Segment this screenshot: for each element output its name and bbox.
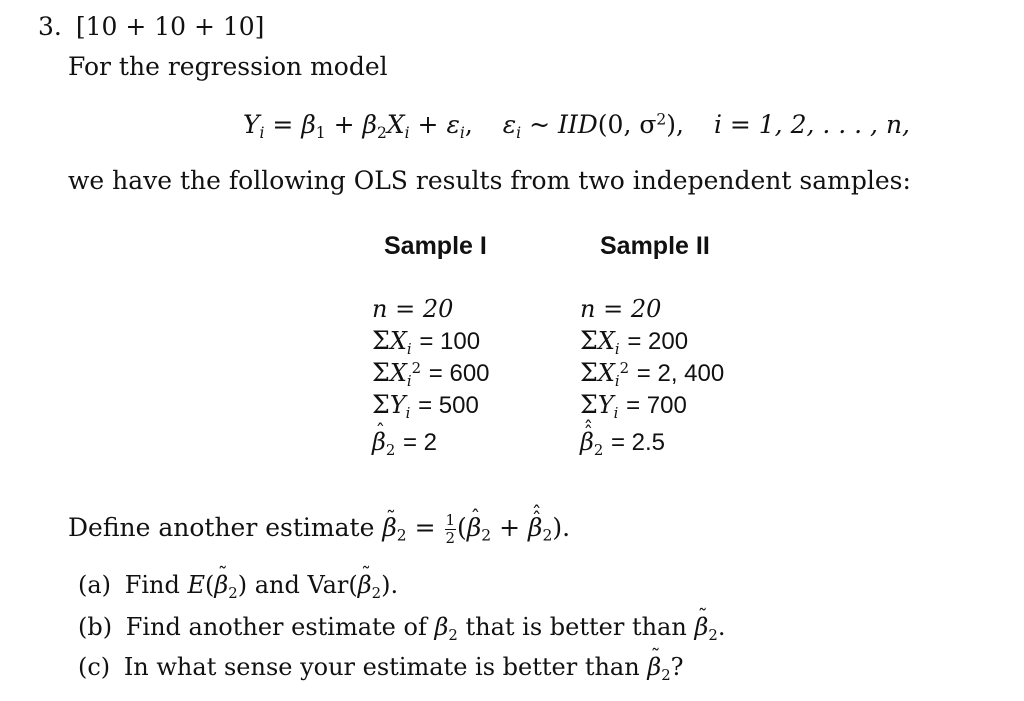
beta-tilde: ˜ β [382,513,396,543]
sample2-n [580,294,724,325]
question-b: (b) Find another estimate of $\beta_2$ that is better than ˜ $\beta_2$. [78,612,725,642]
sample1-sum-x2: $\Sigma X_i^2 = 600$ [372,358,490,390]
define-estimate: Define another estimate ˜ $\beta_2$ = $\frac{1}{2}$ (ˆ $\beta_2$ + ˆ β ˆ$_2$). [68,512,570,546]
problem-number: 3. [38,12,62,41]
eq-index-range: i = 1, 2, . . . , n, [713,110,910,139]
sample1-sum-y: $\Sigma Y_i = 500$ [372,390,479,422]
sample1-stats [372,294,490,458]
eq-iid-args: (0, σ [597,110,657,139]
question-c-mark: ? [670,653,684,681]
define-close-paren: ). [552,512,571,542]
sample2-n-value: n = 20 [580,295,662,323]
question-c-label: (c) [78,653,111,681]
sample2-beta-value: = 2.5 [610,429,666,456]
question-a-expectation: E [187,571,206,599]
sample1-n [372,294,490,325]
sample1-beta-value: = 2 [402,429,438,456]
sample1-sum-x2-value: = 600 [428,360,490,387]
question-c: (c) In what sense your estimate is better than ˜ $\beta_2$? [78,652,684,682]
sample2-sum-x2: $\Sigma X_i^2 = 2$, 400 [580,358,725,390]
define-open-paren: ( [457,512,467,542]
question-b-text-2: that is better than [465,613,687,641]
sample2-sum-y: $\Sigma Y_i = 700$ [580,390,687,422]
eq-beta2: β [362,110,377,139]
sample1-beta: ˆ $\beta_2 = 2$ [372,427,490,458]
question-b-label: (b) [78,613,113,641]
problem-header [38,12,264,42]
eq-epsilon-2: ε [502,110,517,139]
eq-epsilon: ε [446,110,460,139]
sample2-sum-x2-value: = 2, 400 [636,360,725,387]
sample1-sum-y-value: = 500 [418,392,479,419]
eq-comma: , [464,110,473,139]
define-plus: + [491,512,528,542]
sample2-sum-x-value: = 200 [627,328,689,355]
fraction-numerator: 1 [445,511,456,529]
question-b-text: Find another estimate of [125,613,427,641]
sample2-sum-x: $\Sigma X_i = 200$ [580,326,689,358]
sample1-n-value: n = 20 [372,295,454,323]
eq-plus-2: + [409,110,447,139]
define-equals: = [406,512,444,542]
eq-iid-close: ), [666,110,684,139]
fraction-denominator: 2 [445,528,456,547]
eq-x: X [386,110,405,139]
eq-equals: = [264,110,302,139]
sample1-sum-x-value: = 100 [419,328,481,355]
eq-plus: + [325,110,363,139]
problem-points: [10 + 10 + 10] [75,12,265,41]
lead-text: we have the following OLS results from two independent samples: [68,166,911,195]
sample2-stats [580,294,724,458]
question-a: (a) Find E(˜ $\beta_2$) and Var(˜ $\beta_2$). [78,570,398,600]
intro-text: For the regression model [68,52,388,81]
sample2-sum-y-value: = 700 [626,392,687,419]
question-c-text: In what sense your estimate is better than [123,653,640,681]
question-a-label: (a) [78,571,112,599]
eq-iid: IID [557,110,598,139]
one-half-fraction [445,512,457,546]
eq-beta1: β [301,110,316,139]
sample2-beta: ˆ β ˆ$_2$ = 2.5 [580,427,724,458]
sample1-header: Sample I [384,232,487,260]
eq-y: Y [243,110,260,139]
sample1-sum-x: $\Sigma X_i = 100$ [372,326,481,358]
define-text: Define another estimate [68,512,375,542]
model-equation: $Y_i = \beta_1 + \beta_2X_i + \varepsilon_i$, $\varepsilon_i$ ~ IID(0, $\sigma^2$), i = 1, 2, . . . , n, [243,110,910,142]
sample2-header: Sample II [600,232,710,260]
question-a-text: Find [124,571,180,599]
question-a-var: and Var [254,571,349,599]
eq-tilde: ~ [521,110,558,139]
